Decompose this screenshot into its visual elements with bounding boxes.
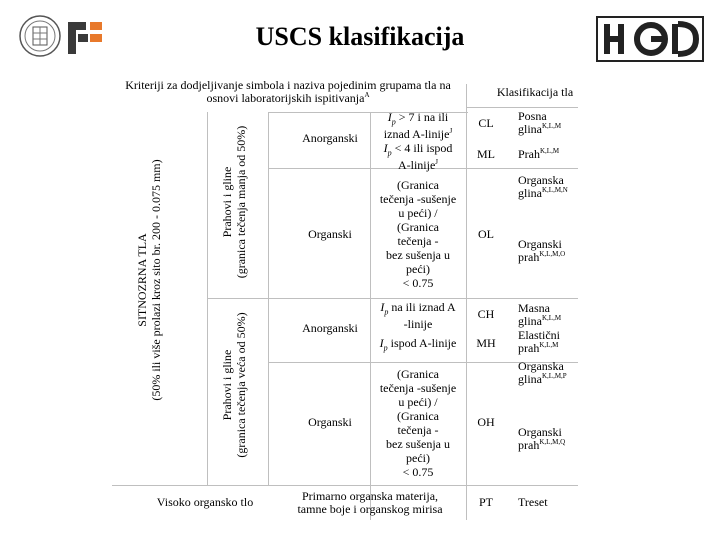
name-oh-silt: Organski prah$^{K,L,M,Q}$ [518, 425, 566, 452]
cond-ch: $I_p$ na ili iznad A -linije [380, 300, 456, 332]
rule-pt-top [112, 485, 578, 486]
type-anorganski-high: Anorganski [302, 321, 358, 335]
high-plasticity-title: Prahovi i gline [220, 349, 234, 421]
symbol-pt: PT [478, 495, 493, 509]
fine-grained-label [135, 120, 165, 440]
criteria-header-footnote: A [364, 91, 370, 99]
fine-grained-subtitle: (50% ili više prolazi kroz sito br. 200 - 0.075 mm) [149, 159, 163, 401]
fine-grained-title: SITNOZRNA TLA [135, 233, 149, 327]
name-ch: Masna glina$^{K,L,M}$ [518, 301, 562, 328]
symbol-ml: ML [477, 147, 495, 161]
page-title: USCS klasifikacija [255, 22, 465, 51]
cond-oh: (Granica tečenja -sušenje u peći) / (Granica tečenja - bez sušenja u peći) < 0.75 [379, 367, 457, 479]
low-plasticity-label [220, 97, 250, 307]
criteria-header [112, 79, 464, 105]
low-plasticity-subtitle: (granica tečenja manja od 50%) [234, 125, 248, 279]
name-pt: Treset [518, 495, 548, 509]
classification-header: Klasifikacija tla [496, 85, 574, 99]
criteria-header-line1: Kriteriji za dodjeljivanje simbola i naziva pojedinim grupama tla na [125, 78, 451, 92]
pt-condition: Primarno organska materija, tamne boje i organskog mirisa [297, 489, 443, 516]
criteria-header-line2: osnovi laboratorijskih ispitivanja [206, 91, 365, 105]
name-mh: Elastični prah$^{K,L,M}$ [518, 328, 560, 355]
name-oh-clay: Organska glina$^{K,L,M,P}$ [518, 359, 567, 386]
cond-ol: (Granica tečenja -sušenje u peći) / (Granica tečenja - bez sušenja u peći) < 0.75 [379, 178, 457, 290]
name-ol-silt: Organski prah$^{K,L,M,O}$ [518, 237, 566, 264]
symbol-ch: CH [477, 307, 495, 321]
cond-mh: $I_p$ ispod A-linije [379, 336, 457, 353]
type-organski-high: Organski [308, 415, 352, 429]
high-plasticity-label [220, 280, 250, 490]
pt-label: Visoko organsko tlo [156, 495, 254, 509]
symbol-oh: OH [477, 415, 495, 429]
low-plasticity-title: Prahovi i gline [220, 166, 234, 238]
type-organski-low: Organski [308, 227, 352, 241]
rule-header-bottom [466, 107, 578, 108]
rule-low-high [207, 298, 578, 299]
type-anorganski-low: Anorganski [302, 131, 358, 145]
cond-ml: $I_p < 4$ ili ispod A-linije$^J$ [383, 141, 453, 173]
cond-cl: $I_p > 7$ i na ili iznad A-linije$^J$ [383, 110, 453, 142]
name-cl: Posna glina$^{K,L,M}$ [518, 109, 562, 136]
name-ml: Prah$^{K,L,M}$ [518, 147, 560, 161]
symbol-ol: OL [478, 227, 494, 241]
symbol-cl: CL [478, 116, 494, 130]
high-plasticity-subtitle: (granica tečenja veća od 50%) [234, 312, 248, 458]
symbol-mh: MH [476, 336, 496, 350]
name-ol-clay: Organska glina$^{K,L,M,N}$ [518, 173, 568, 200]
